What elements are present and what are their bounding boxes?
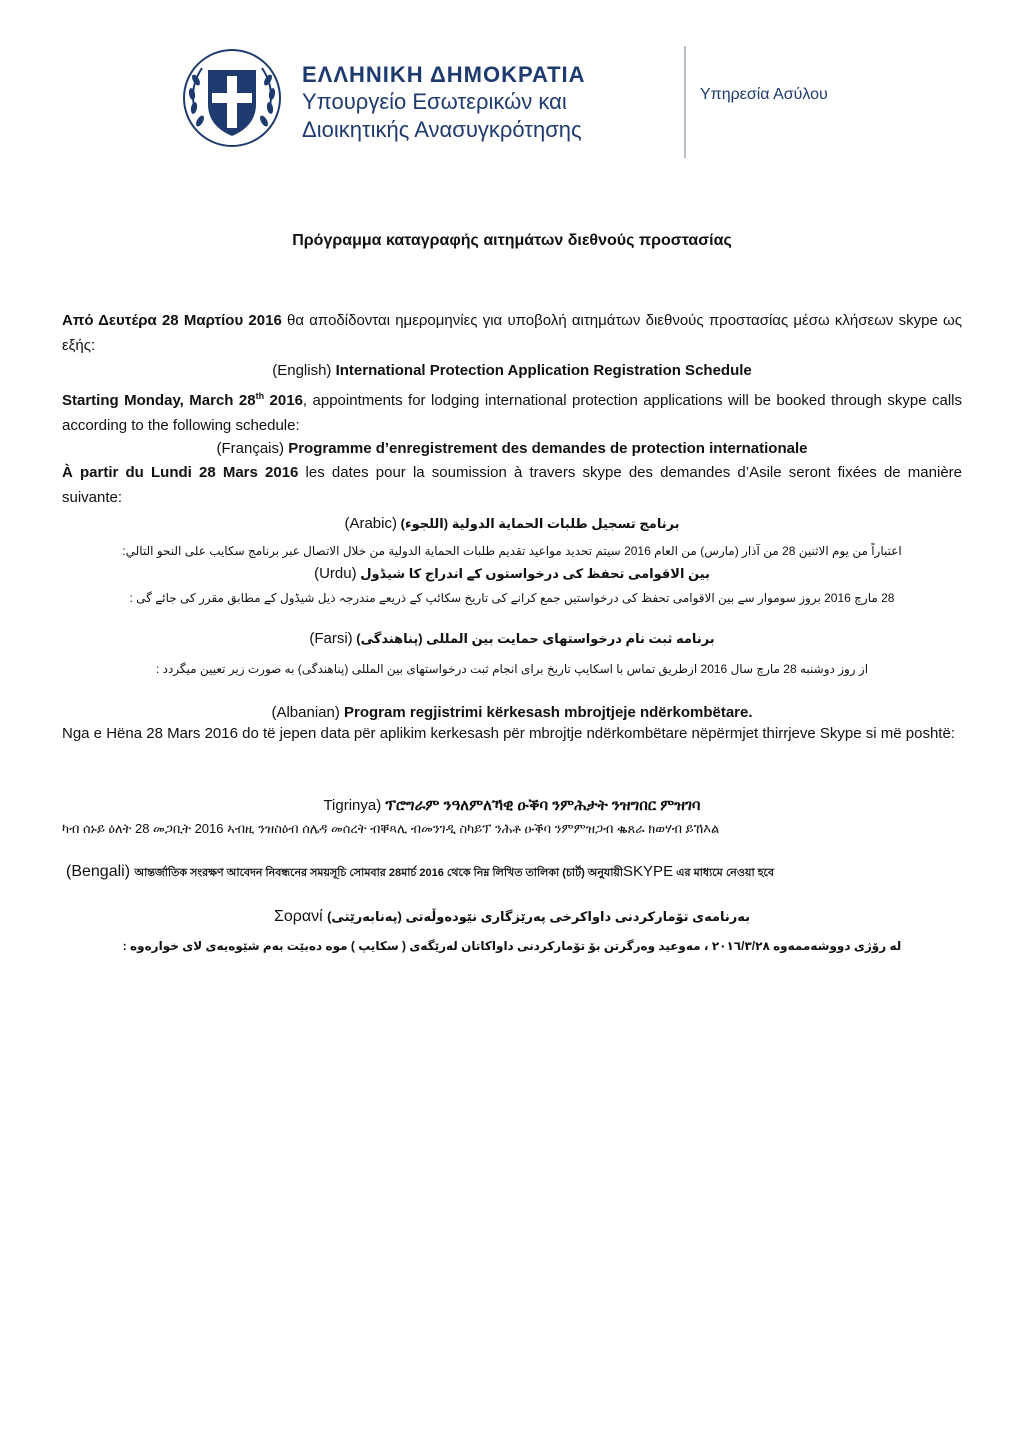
org-ministry-line2: Διοικητικής Ανασυγκρότησης [302,117,582,142]
french-text: les dates pour la soumission à travers skype des demandes d’Asile seront fixées de manière suivante: [62,464,962,506]
french-paragraph [62,460,962,510]
bengali-tail: এর মাধ্যমে নেওয়া হবে [673,867,775,879]
french-heading-text: Programme d’enregistrement des demandes de protection internationale [288,440,808,457]
greek-intro [62,308,962,358]
header-divider [684,46,686,158]
bengali-text: আন্তর্জাতিক সংরক্ষণ আবেদন নিবন্ধনের সময়সূচি সোমবার 28মার্চ 2016 থেকে নিম্ন লিখিত তালিকা (চার্ট) অনুযায়ী [134,867,624,879]
albanian-lang-label: (Albanian) [271,704,345,721]
tigrinya-lang-label: Tigrinya) [323,797,386,814]
greek-coat-of-arms-emblem [180,46,284,150]
org-country-name: ΕΛΛΗΝΙΚΗ ΔΗΜΟΚΡΑΤΙΑ [302,62,586,87]
org-ministry-line1: Υπουργείο Εσωτερικών και [302,89,567,114]
arabic-heading [62,513,962,535]
french-start-date: À partir du Lundi 28 Mars 2016 [62,464,299,481]
albanian-text: Nga e Hëna 28 Mars 2016 do të jepen data për aplikim kerkesash për mbrojtje ndërkombëtare nëpërmjet thirrjeve Skype si më poshtë: [62,725,955,742]
sorani-heading [62,906,962,928]
english-heading [62,360,962,382]
arabic-heading-text: برنامج تسجيل طلبات الحماية الدولية (اللجوء) [400,516,680,531]
urdu-heading-text: بین الاقوامی تحفظ کی درخواستوں کے اندراج کا شیڈول [360,566,710,581]
albanian-heading-text: Program regjistrimi kërkesash mbrojtjeje ndërkombëtare. [344,704,753,721]
letterhead [0,0,1024,200]
urdu-heading [62,563,962,585]
sorani-text: لە رۆژی دووشەممەوە ٢٠١٦/٣/٢٨ ، مەوعید وەرگرتن بۆ تۆمارکردنی داواکاتان لەرێگەی ( سکایپ ) موە دەبێت بەم شێوەیەی لای خوارەوە : [122,939,902,953]
english-date-suffix: th [255,391,265,401]
french-lang-label: (Français) [216,440,289,457]
issuing-organization [302,62,586,144]
farsi-text: از روز دوشنبه 28 مارچ سال 2016 ازطریق تماس با اسکایپ تاریخ برای انجام ثبت درخواستهای بین المللی (پناهندگی) به صورت زیر تعیین میگردد : [155,662,869,676]
service-name: Υπηρεσία Ασύλου [700,86,828,103]
albanian-heading [62,702,962,724]
french-heading [62,438,962,460]
english-lang-label: (English) [272,362,336,379]
tigrinya-heading [62,795,962,817]
arabic-text: اعتباراً من يوم الاثنين 28 من آذار (مارس) من العام 2016 سيتم تحديد مواعيد تقديم طلبات الحماية الدولية من خلال الاتصال عبر برنامج سكايب على النحو التالي: [122,544,902,558]
bengali-lang-label: (Bengali) [66,863,135,880]
english-start-date: Starting Monday, March 28 [62,392,256,409]
urdu-lang-label: (Urdu) [314,565,357,582]
greek-intro-date: Από Δευτέρα 28 Μαρτίου 2016 [62,312,282,329]
greek-intro-text: θα αποδίδονται ημερομηνίες για υποβολή αιτημάτων διεθνούς προστασίας μέσω κλήσεων skype ως εξής: [62,312,962,354]
sorani-lang-label: Σορανί [273,908,328,925]
tigrinya-heading-text: ፕሮግራም ንዓለምለኻዊ ዑቕባ ንምሕታት ንዝግበር ምዝገባ [385,797,701,814]
farsi-heading-text: برنامه ثبت نام درخواستهای حمایت بین المللی (پناهندگی) [356,631,715,646]
english-year: 2016 [264,392,303,409]
english-text: , appointments for lodging international protection applications will be booked through skype calls according to the following schedule: [62,392,962,434]
farsi-lang-label: (Farsi) [309,630,353,647]
sorani-heading-text: بەرنامەی تۆمارکردنی داواکرخی پەرێزگاری نێودەوڵەتی (پەنابەرێتی) [327,909,751,924]
tigrinya-text: ካብ ሰኑይ ዕለት 28 መጋቢት 2016 ኣብዚ ንዝስዕብ ሰሌዳ መሰረት ብቐጻሊ ብመንገዲ ስካይፕ ንሕቶ ዑቕባ ንምምዝጋብ ቈጸራ ክወሃብ ይኸእል [62,821,720,836]
arabic-lang-label: (Arabic) [344,515,397,532]
urdu-text: 28 مارچ 2016 بروز سوموار سے بین الاقوامی تحفظ کی درخواستیں جمع کرانے کی تاریخ سکائپ کے ذریعے مندرجہ ذیل شیڈول کے مطابق مقرر کی جائے گی : [129,591,895,605]
farsi-heading [62,628,962,650]
english-paragraph [62,384,962,438]
document-title: Πρόγραμμα καταγραφής αιτημάτων διεθνούς προστασίας [292,232,732,249]
bengali-skype: SKYPE [623,863,674,880]
english-heading-text: International Protection Application Registration Schedule [335,362,752,379]
bengali-paragraph [66,860,966,885]
